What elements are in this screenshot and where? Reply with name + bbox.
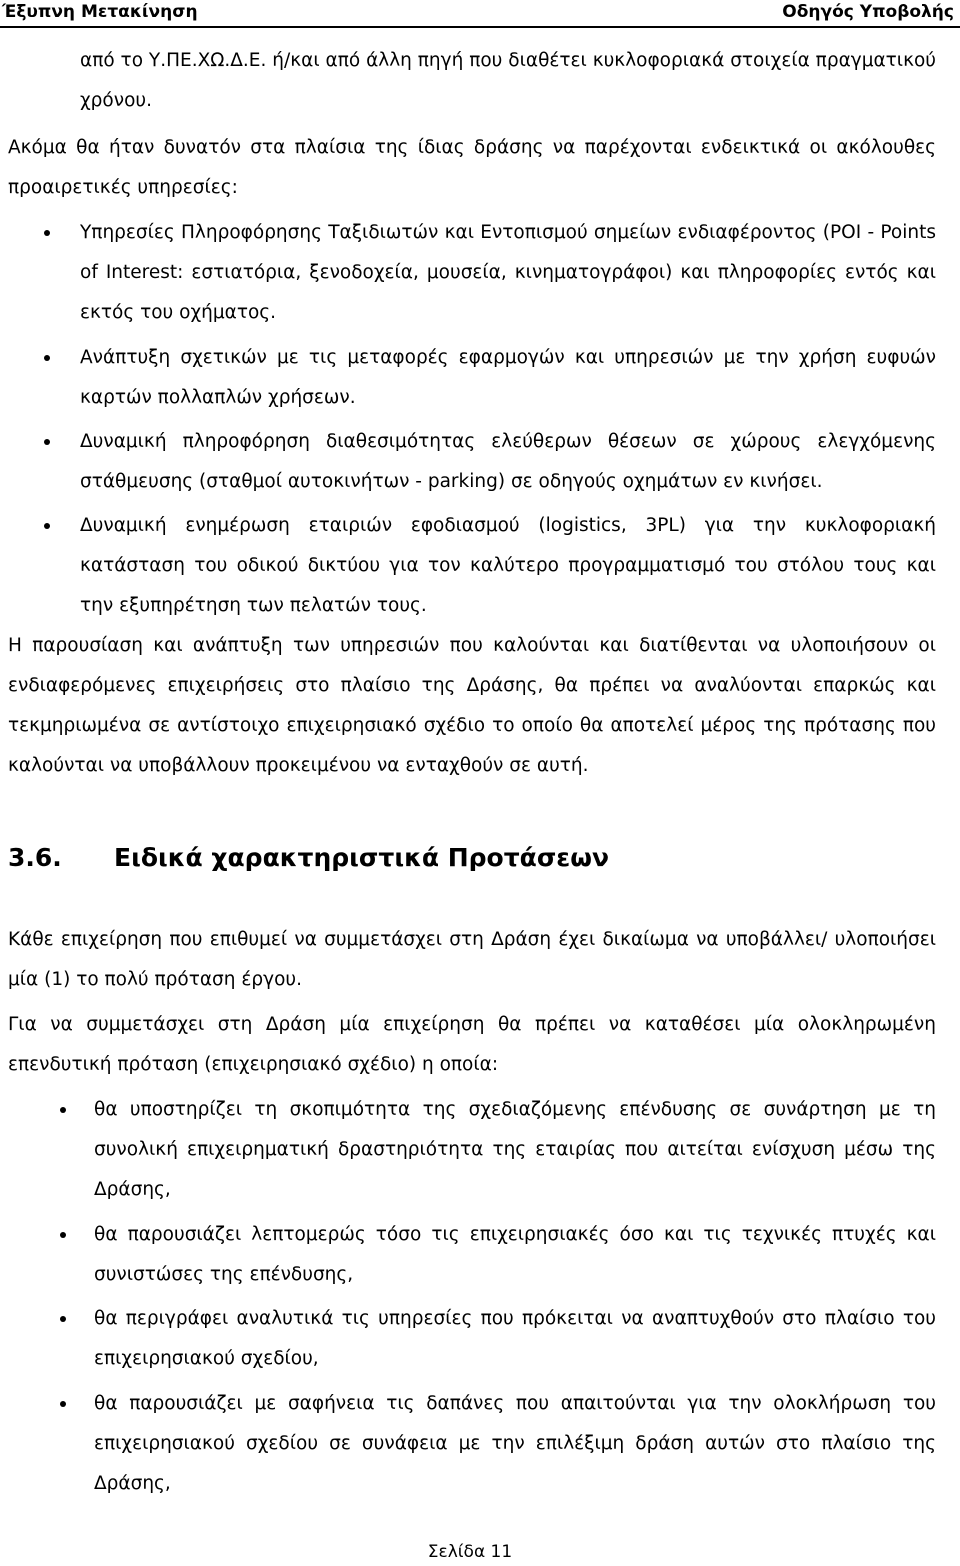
list-item-text: Ανάπτυξη σχετικών με τις μεταφορές εφαρμογών και υπηρεσιών με την χρήση ευφυών καρτών πολλαπλών χρήσεων.: [80, 347, 936, 408]
header-title: Έξυπνη Μετακίνηση: [2, 2, 198, 22]
bullet-icon: [44, 230, 50, 236]
presentation-paragraph: Η παρουσίαση και ανάπτυξη των υπηρεσιών που καλούνται και διατίθενται να υλοποιήσουν οι ενδιαφερόμενες επιχειρήσεις στο πλαίσιο της Δράσης, θα πρέπει να αναλύονται επαρκώς και τεκμηριωμένα σε αντίστοιχο επιχειρησιακό σχέδιο το οποίο θα αποτελεί μέρος της πρότασης που καλούνται να υποβάλλουν προκειμένου να ενταχθούν σε αυτή.: [8, 635, 936, 776]
list-item-text: θα παρουσιάζει λεπτομερώς τόσο τις επιχειρησιακές όσο και τις τεχνικές πτυχές και συνιστώσες της επένδυσης,: [94, 1224, 936, 1285]
section-number: 3.6.: [8, 843, 62, 872]
bullet-icon: [60, 1232, 66, 1238]
bullet-icon: [44, 523, 50, 529]
optional-services-intro: Ακόμα θα ήταν δυνατόν στα πλαίσια της ίδιας δράσης να παρέχονται ενδεικτικά οι ακόλουθες προαιρετικές υπηρεσίες:: [8, 137, 936, 198]
page-header: [0, 0, 960, 28]
list-item-text: Υπηρεσίες Πληροφόρησης Ταξιδιωτών και Εντοπισμού σημείων ενδιαφέροντος (POI - Points of Interest: εστιατόρια, ξενοδοχεία, μουσεία, κινηματογράφοι) και πληροφορίες εντός και εκτός του οχήματος.: [80, 222, 936, 323]
section-paragraph-1: Κάθε επιχείρηση που επιθυμεί να συμμετάσχει στη Δράση έχει δικαίωμα να υποβάλλει/ υλοποιήσει μία (1) το πολύ πρόταση έργου.: [8, 929, 936, 990]
list-item-text: θα υποστηρίζει τη σκοπιμότητα της σχεδιαζόμενης επένδυσης σε συνάρτηση με τη συνολική επιχειρηματική δραστηριότητα της εταιρίας που αιτείται ενίσχυση μέσω της Δράσης,: [94, 1099, 936, 1200]
section-paragraph-2: Για να συμμετάσχει στη Δράση μία επιχείρηση θα πρέπει να καταθέσει μία ολοκληρωμένη επενδυτική πρόταση (επιχειρησιακό σχέδιο) η οποία:: [8, 1014, 936, 1075]
bullet-icon: [60, 1316, 66, 1322]
bullet-icon: [60, 1107, 66, 1113]
bullet-icon: [44, 439, 50, 445]
list-item-text: θα παρουσιάζει με σαφήνεια τις δαπάνες που απαιτούνται για την ολοκλήρωση του επιχειρησιακού σχεδίου σε συνάφεια με την επιλέξιμη δράση αυτών στο πλαίσιο της Δράσης,: [94, 1393, 936, 1494]
header-guide-title: Οδηγός Υποβολής: [782, 2, 954, 22]
section-title: Ειδικά χαρακτηριστικά Προτάσεων: [114, 843, 609, 872]
section-heading: [8, 838, 609, 878]
bullet-icon: [44, 355, 50, 361]
page-number: Σελίδα 11: [427, 1542, 513, 1562]
list-item-text: θα περιγράφει αναλυτικά τις υπηρεσίες που πρόκειται να αναπτυχθούν στο πλαίσιο του επιχειρησιακού σχεδίου,: [94, 1308, 936, 1369]
list-item-text: Δυναμική πληροφόρηση διαθεσιμότητας ελεύθερων θέσεων σε χώρους ελεγχόμενης στάθμευσης (σταθμοί αυτοκινήτων - parking) σε οδηγούς οχημάτων εν κινήσει.: [80, 431, 936, 492]
list-item-text: Δυναμική ενημέρωση εταιριών εφοδιασμού (logistics, 3PL) για την κυκλοφοριακή κατάσταση του οδικού δικτύου για τον καλύτερο προγραμματισμό του στόλου τους και την εξυπηρέτηση των πελατών τους.: [80, 515, 936, 616]
intro-continuation: από το Υ.ΠΕ.ΧΩ.Δ.Ε. ή/και από άλλη πηγή που διαθέτει κυκλοφοριακά στοιχεία πραγματικού χρόνου.: [80, 50, 936, 111]
bullet-icon: [60, 1401, 66, 1407]
